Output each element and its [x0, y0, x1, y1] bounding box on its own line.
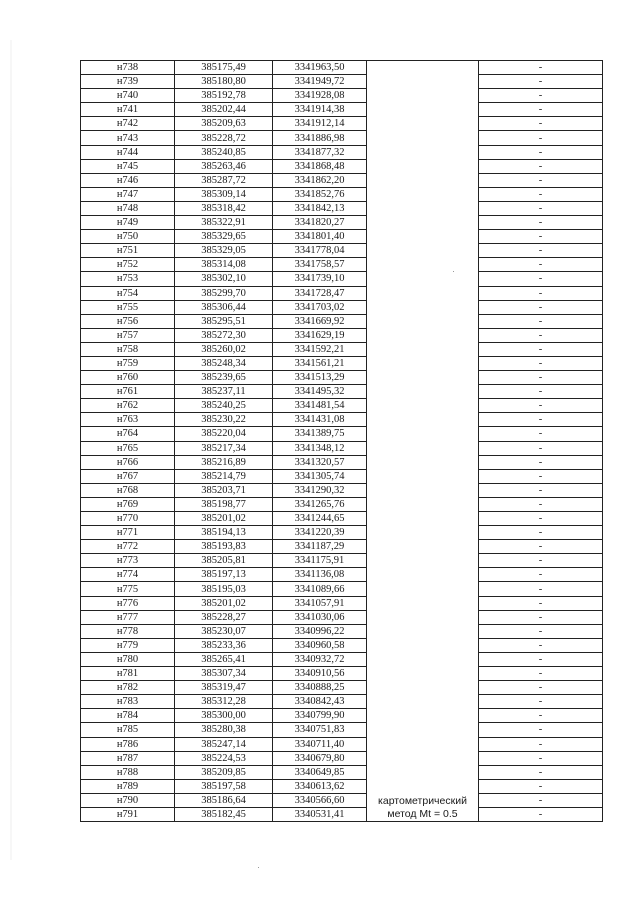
point-cell: н787	[81, 751, 175, 765]
precision-cell: -	[479, 286, 603, 300]
precision-cell: -	[479, 723, 603, 737]
y-coordinate-cell: 3340996,22	[273, 624, 367, 638]
point-cell: н771	[81, 526, 175, 540]
point-cell: н748	[81, 201, 175, 215]
y-coordinate-cell: 3340960,58	[273, 638, 367, 652]
table-row	[81, 554, 603, 568]
point-cell: н744	[81, 145, 175, 159]
table-row	[81, 427, 603, 441]
y-coordinate-cell: 3341481,54	[273, 399, 367, 413]
point-cell: н763	[81, 413, 175, 427]
y-coordinate-cell: 3340910,56	[273, 667, 367, 681]
point-cell: н750	[81, 230, 175, 244]
scan-margin-shadow	[10, 40, 12, 860]
table-row	[81, 258, 603, 272]
x-coordinate-cell: 385214,79	[175, 469, 273, 483]
x-coordinate-cell: 385182,45	[175, 807, 273, 821]
table-row	[81, 793, 603, 807]
precision-cell: -	[479, 258, 603, 272]
x-coordinate-cell: 385319,47	[175, 681, 273, 695]
x-coordinate-cell: 385233,36	[175, 638, 273, 652]
precision-cell: -	[479, 709, 603, 723]
x-coordinate-cell: 385307,34	[175, 667, 273, 681]
x-coordinate-cell: 385194,13	[175, 526, 273, 540]
precision-cell: -	[479, 399, 603, 413]
table-row	[81, 371, 603, 385]
y-coordinate-cell: 3340531,41	[273, 807, 367, 821]
table-row	[81, 173, 603, 187]
x-coordinate-cell: 385318,42	[175, 201, 273, 215]
y-coordinate-cell: 3341030,06	[273, 610, 367, 624]
x-coordinate-cell: 385329,05	[175, 244, 273, 258]
table-row	[81, 469, 603, 483]
x-coordinate-cell: 385248,34	[175, 356, 273, 370]
precision-cell: -	[479, 385, 603, 399]
table-row	[81, 681, 603, 695]
precision-cell: -	[479, 455, 603, 469]
table-row	[81, 75, 603, 89]
table-row	[81, 751, 603, 765]
y-coordinate-cell: 3341778,04	[273, 244, 367, 258]
table-row	[81, 667, 603, 681]
precision-cell: -	[479, 131, 603, 145]
precision-cell: -	[479, 610, 603, 624]
x-coordinate-cell: 385198,77	[175, 497, 273, 511]
table-row	[81, 328, 603, 342]
precision-cell: -	[479, 145, 603, 159]
scan-speck	[258, 867, 259, 868]
y-coordinate-cell: 3340888,25	[273, 681, 367, 695]
x-coordinate-cell: 385230,07	[175, 624, 273, 638]
table-row	[81, 61, 603, 75]
table-row	[81, 399, 603, 413]
x-coordinate-cell: 385247,14	[175, 737, 273, 751]
point-cell: н768	[81, 483, 175, 497]
precision-cell: -	[479, 681, 603, 695]
point-cell: н785	[81, 723, 175, 737]
point-cell: н756	[81, 314, 175, 328]
y-coordinate-cell: 3341739,10	[273, 272, 367, 286]
table-row	[81, 159, 603, 173]
point-cell: н752	[81, 258, 175, 272]
precision-cell: -	[479, 765, 603, 779]
point-cell: н741	[81, 103, 175, 117]
y-coordinate-cell: 3341703,02	[273, 300, 367, 314]
y-coordinate-cell: 3340842,43	[273, 695, 367, 709]
y-coordinate-cell: 3341305,74	[273, 469, 367, 483]
table-row	[81, 483, 603, 497]
y-coordinate-cell: 3341886,98	[273, 131, 367, 145]
precision-cell: -	[479, 75, 603, 89]
point-cell: н782	[81, 681, 175, 695]
x-coordinate-cell: 385295,51	[175, 314, 273, 328]
x-coordinate-cell: 385186,64	[175, 793, 273, 807]
y-coordinate-cell: 3341389,75	[273, 427, 367, 441]
x-coordinate-cell: 385203,71	[175, 483, 273, 497]
y-coordinate-cell: 3340751,83	[273, 723, 367, 737]
point-cell: н751	[81, 244, 175, 258]
x-coordinate-cell: 385299,70	[175, 286, 273, 300]
x-coordinate-cell: 385209,63	[175, 117, 273, 131]
table-row	[81, 230, 603, 244]
point-cell: н777	[81, 610, 175, 624]
x-coordinate-cell: 385228,27	[175, 610, 273, 624]
table-row	[81, 286, 603, 300]
precision-cell: -	[479, 230, 603, 244]
table-row	[81, 582, 603, 596]
point-cell: н775	[81, 582, 175, 596]
x-coordinate-cell: 385220,04	[175, 427, 273, 441]
method-accuracy: метод Mt = 0.5	[387, 808, 458, 821]
x-coordinate-cell: 385263,46	[175, 159, 273, 173]
point-cell: н759	[81, 356, 175, 370]
table-row	[81, 187, 603, 201]
point-cell: н755	[81, 300, 175, 314]
x-coordinate-cell: 385322,91	[175, 216, 273, 230]
table-row	[81, 540, 603, 554]
y-coordinate-cell: 3341513,29	[273, 371, 367, 385]
point-cell: н747	[81, 187, 175, 201]
x-coordinate-cell: 385239,65	[175, 371, 273, 385]
x-coordinate-cell: 385230,22	[175, 413, 273, 427]
x-coordinate-cell: 385228,72	[175, 131, 273, 145]
precision-cell: -	[479, 371, 603, 385]
y-coordinate-cell: 3340799,90	[273, 709, 367, 723]
y-coordinate-cell: 3341290,32	[273, 483, 367, 497]
x-coordinate-cell: 385287,72	[175, 173, 273, 187]
point-cell: н781	[81, 667, 175, 681]
x-coordinate-cell: 385302,10	[175, 272, 273, 286]
table-row	[81, 512, 603, 526]
point-cell: н779	[81, 638, 175, 652]
precision-cell: -	[479, 807, 603, 821]
y-coordinate-cell: 3341912,14	[273, 117, 367, 131]
x-coordinate-cell: 385205,81	[175, 554, 273, 568]
precision-cell: -	[479, 441, 603, 455]
precision-cell: -	[479, 314, 603, 328]
table-row	[81, 737, 603, 751]
table-row	[81, 723, 603, 737]
x-coordinate-cell: 385201,02	[175, 512, 273, 526]
x-coordinate-cell: 385224,53	[175, 751, 273, 765]
point-cell: н765	[81, 441, 175, 455]
table-row	[81, 497, 603, 511]
table-row	[81, 89, 603, 103]
x-coordinate-cell: 385216,89	[175, 455, 273, 469]
table-row	[81, 244, 603, 258]
y-coordinate-cell: 3341820,27	[273, 216, 367, 230]
y-coordinate-cell: 3341244,65	[273, 512, 367, 526]
y-coordinate-cell: 3341801,40	[273, 230, 367, 244]
precision-cell: -	[479, 779, 603, 793]
y-coordinate-cell: 3341220,39	[273, 526, 367, 540]
x-coordinate-cell: 385314,08	[175, 258, 273, 272]
method-name: картометрический	[378, 795, 467, 808]
precision-cell: -	[479, 300, 603, 314]
precision-cell: -	[479, 483, 603, 497]
table-row	[81, 300, 603, 314]
table-row	[81, 145, 603, 159]
y-coordinate-cell: 3340649,85	[273, 765, 367, 779]
point-cell: н786	[81, 737, 175, 751]
precision-cell: -	[479, 512, 603, 526]
y-coordinate-cell: 3341495,32	[273, 385, 367, 399]
y-coordinate-cell: 3340613,62	[273, 779, 367, 793]
precision-cell: -	[479, 624, 603, 638]
y-coordinate-cell: 3341561,21	[273, 356, 367, 370]
table-row	[81, 117, 603, 131]
x-coordinate-cell: 385312,28	[175, 695, 273, 709]
precision-cell: -	[479, 413, 603, 427]
point-cell: н757	[81, 328, 175, 342]
precision-cell: -	[479, 356, 603, 370]
y-coordinate-cell: 3341431,08	[273, 413, 367, 427]
precision-cell: -	[479, 582, 603, 596]
y-coordinate-cell: 3341175,91	[273, 554, 367, 568]
precision-cell: -	[479, 695, 603, 709]
table-row	[81, 709, 603, 723]
x-coordinate-cell: 385209,85	[175, 765, 273, 779]
y-coordinate-cell: 3341669,92	[273, 314, 367, 328]
point-cell: н767	[81, 469, 175, 483]
y-coordinate-cell: 3341842,13	[273, 201, 367, 215]
point-cell: н753	[81, 272, 175, 286]
point-cell: н762	[81, 399, 175, 413]
table-row	[81, 216, 603, 230]
point-cell: н774	[81, 568, 175, 582]
precision-cell: -	[479, 61, 603, 75]
x-coordinate-cell: 385197,13	[175, 568, 273, 582]
point-cell: н788	[81, 765, 175, 779]
point-cell: н791	[81, 807, 175, 821]
point-cell: н772	[81, 540, 175, 554]
y-coordinate-cell: 3341928,08	[273, 89, 367, 103]
precision-cell: -	[479, 173, 603, 187]
x-coordinate-cell: 385202,44	[175, 103, 273, 117]
table-row	[81, 131, 603, 145]
point-cell: н754	[81, 286, 175, 300]
precision-cell: -	[479, 103, 603, 117]
x-coordinate-cell: 385306,44	[175, 300, 273, 314]
x-coordinate-cell: 385280,38	[175, 723, 273, 737]
precision-cell: -	[479, 272, 603, 286]
y-coordinate-cell: 3340566,60	[273, 793, 367, 807]
point-cell: н760	[81, 371, 175, 385]
y-coordinate-cell: 3341868,48	[273, 159, 367, 173]
x-coordinate-cell: 385260,02	[175, 342, 273, 356]
precision-cell: -	[479, 596, 603, 610]
precision-cell: -	[479, 554, 603, 568]
point-cell: н764	[81, 427, 175, 441]
precision-cell: -	[479, 568, 603, 582]
y-coordinate-cell: 3341136,08	[273, 568, 367, 582]
x-coordinate-cell: 385237,11	[175, 385, 273, 399]
table-row	[81, 314, 603, 328]
x-coordinate-cell: 385309,14	[175, 187, 273, 201]
point-cell: н746	[81, 173, 175, 187]
table-row	[81, 413, 603, 427]
x-coordinate-cell: 385240,25	[175, 399, 273, 413]
y-coordinate-cell: 3341758,57	[273, 258, 367, 272]
point-cell: н778	[81, 624, 175, 638]
y-coordinate-cell: 3341057,91	[273, 596, 367, 610]
precision-cell: -	[479, 652, 603, 666]
y-coordinate-cell: 3340932,72	[273, 652, 367, 666]
y-coordinate-cell: 3341187,29	[273, 540, 367, 554]
y-coordinate-cell: 3341089,66	[273, 582, 367, 596]
precision-cell: -	[479, 216, 603, 230]
precision-cell: -	[479, 469, 603, 483]
table-row	[81, 765, 603, 779]
precision-cell: -	[479, 737, 603, 751]
table-row	[81, 356, 603, 370]
point-cell: н773	[81, 554, 175, 568]
x-coordinate-cell: 385265,41	[175, 652, 273, 666]
x-coordinate-cell: 385175,49	[175, 61, 273, 75]
x-coordinate-cell: 385192,78	[175, 89, 273, 103]
point-cell: н749	[81, 216, 175, 230]
point-cell: н758	[81, 342, 175, 356]
coordinates-table	[80, 60, 603, 822]
y-coordinate-cell: 3341320,57	[273, 455, 367, 469]
table-row	[81, 526, 603, 540]
precision-cell: -	[479, 793, 603, 807]
y-coordinate-cell: 3341348,12	[273, 441, 367, 455]
point-cell: н766	[81, 455, 175, 469]
precision-cell: -	[479, 526, 603, 540]
point-cell: н739	[81, 75, 175, 89]
y-coordinate-cell: 3341629,19	[273, 328, 367, 342]
y-coordinate-cell: 3341949,72	[273, 75, 367, 89]
x-coordinate-cell: 385195,03	[175, 582, 273, 596]
point-cell: н761	[81, 385, 175, 399]
precision-cell: -	[479, 244, 603, 258]
y-coordinate-cell: 3340679,80	[273, 751, 367, 765]
point-cell: н780	[81, 652, 175, 666]
table-row	[81, 596, 603, 610]
point-cell: н790	[81, 793, 175, 807]
table-row	[81, 385, 603, 399]
precision-cell: -	[479, 201, 603, 215]
table-row	[81, 568, 603, 582]
table-row	[81, 455, 603, 469]
point-cell: н770	[81, 512, 175, 526]
precision-cell: -	[479, 751, 603, 765]
method-cell	[367, 61, 479, 822]
precision-cell: -	[479, 159, 603, 173]
y-coordinate-cell: 3341728,47	[273, 286, 367, 300]
x-coordinate-cell: 385240,85	[175, 145, 273, 159]
precision-cell: -	[479, 187, 603, 201]
y-coordinate-cell: 3341862,20	[273, 173, 367, 187]
x-coordinate-cell: 385300,00	[175, 709, 273, 723]
x-coordinate-cell: 385272,30	[175, 328, 273, 342]
point-cell: н740	[81, 89, 175, 103]
precision-cell: -	[479, 497, 603, 511]
y-coordinate-cell: 3340711,40	[273, 737, 367, 751]
point-cell: н776	[81, 596, 175, 610]
precision-cell: -	[479, 667, 603, 681]
point-cell: н784	[81, 709, 175, 723]
table-row	[81, 103, 603, 117]
point-cell: н738	[81, 61, 175, 75]
x-coordinate-cell: 385329,65	[175, 230, 273, 244]
precision-cell: -	[479, 89, 603, 103]
y-coordinate-cell: 3341265,76	[273, 497, 367, 511]
precision-cell: -	[479, 328, 603, 342]
x-coordinate-cell: 385193,83	[175, 540, 273, 554]
table-row	[81, 695, 603, 709]
y-coordinate-cell: 3341877,32	[273, 145, 367, 159]
table-row	[81, 652, 603, 666]
point-cell: н783	[81, 695, 175, 709]
table-row	[81, 342, 603, 356]
table-row	[81, 638, 603, 652]
precision-cell: -	[479, 427, 603, 441]
point-cell: н743	[81, 131, 175, 145]
table-row	[81, 624, 603, 638]
table-row	[81, 201, 603, 215]
x-coordinate-cell: 385197,58	[175, 779, 273, 793]
y-coordinate-cell: 3341963,50	[273, 61, 367, 75]
point-cell: н789	[81, 779, 175, 793]
x-coordinate-cell: 385180,80	[175, 75, 273, 89]
table-row	[81, 807, 603, 821]
table-row	[81, 272, 603, 286]
precision-cell: -	[479, 117, 603, 131]
table-row	[81, 779, 603, 793]
point-cell: н742	[81, 117, 175, 131]
y-coordinate-cell: 3341852,76	[273, 187, 367, 201]
y-coordinate-cell: 3341914,38	[273, 103, 367, 117]
point-cell: н769	[81, 497, 175, 511]
x-coordinate-cell: 385217,34	[175, 441, 273, 455]
coordinates-table-body	[81, 61, 603, 822]
precision-cell: -	[479, 638, 603, 652]
table-row	[81, 610, 603, 624]
x-coordinate-cell: 385201,02	[175, 596, 273, 610]
precision-cell: -	[479, 540, 603, 554]
y-coordinate-cell: 3341592,21	[273, 342, 367, 356]
table-row	[81, 441, 603, 455]
precision-cell: -	[479, 342, 603, 356]
point-cell: н745	[81, 159, 175, 173]
